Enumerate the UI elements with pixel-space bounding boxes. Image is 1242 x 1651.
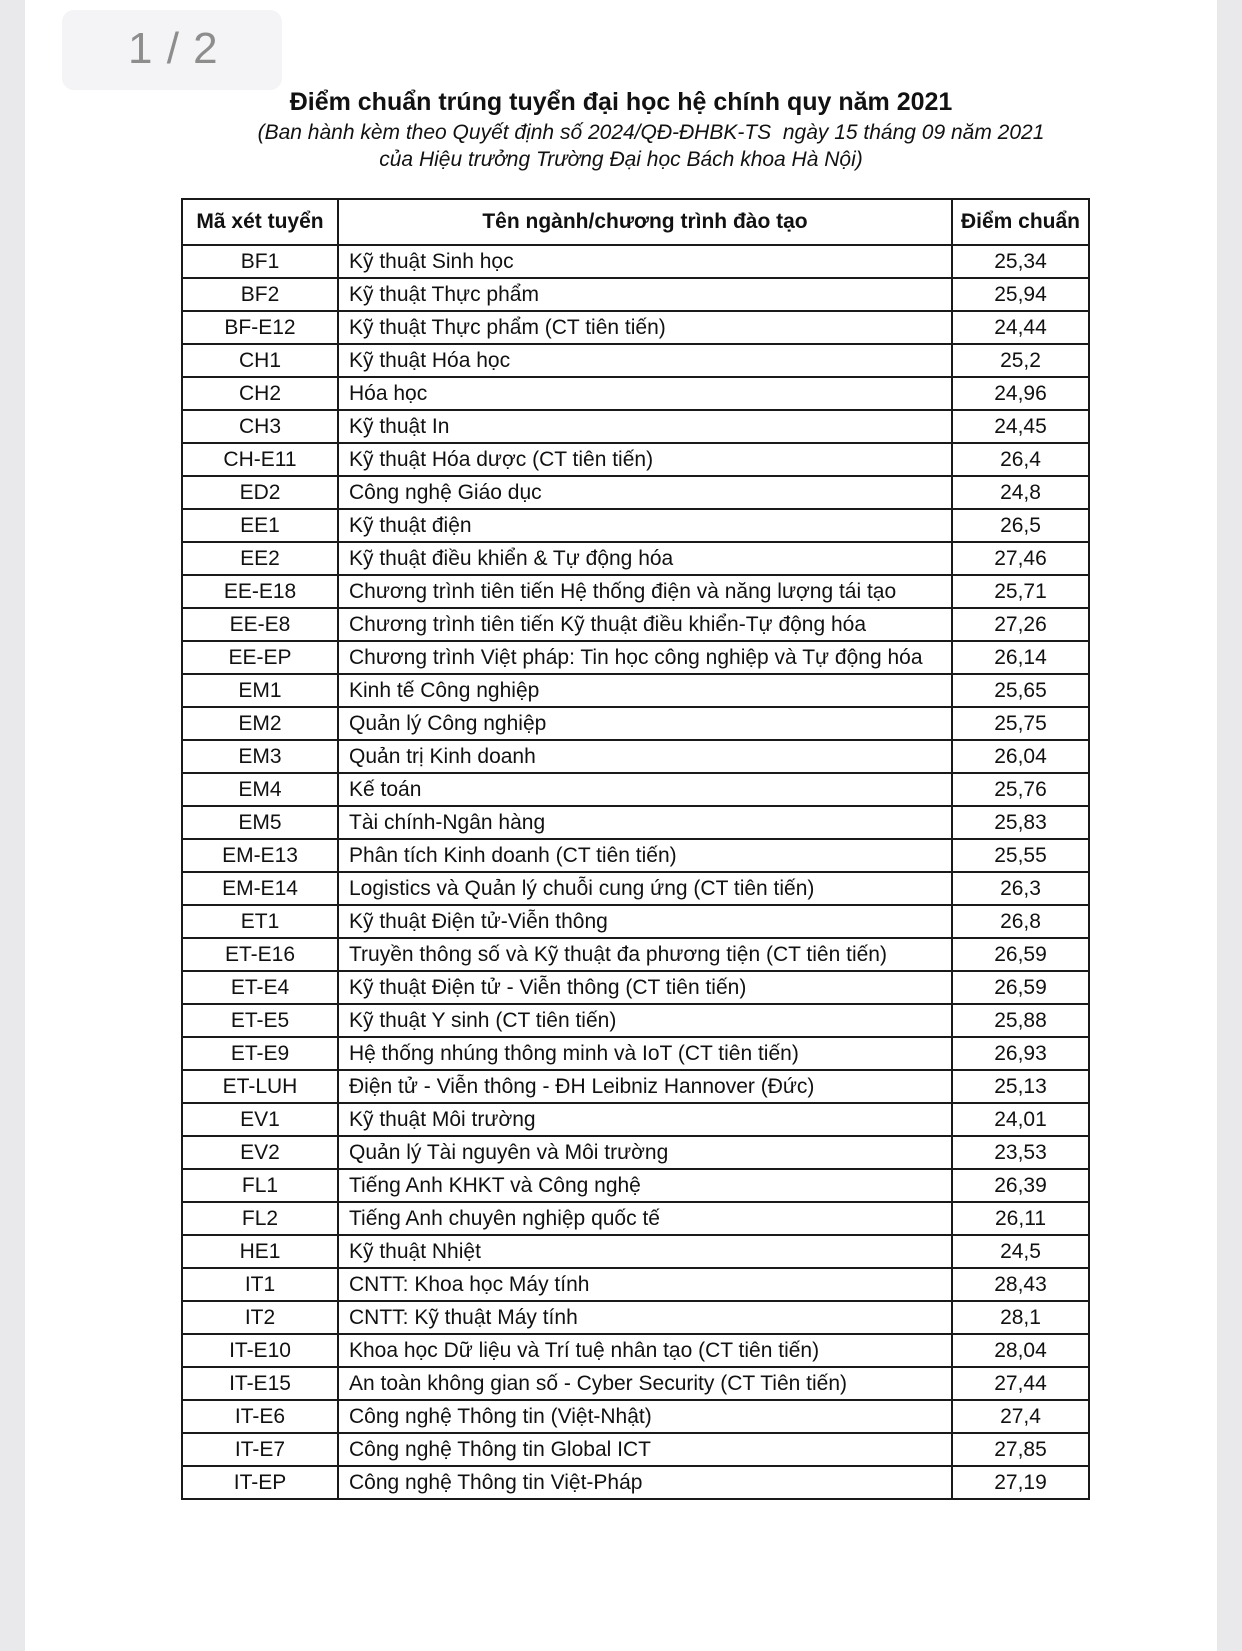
program-code-cell: EE1 — [182, 509, 338, 542]
table-row — [182, 1466, 1089, 1499]
program-code-cell: IT1 — [182, 1268, 338, 1301]
program-code-cell: ET-E9 — [182, 1037, 338, 1070]
table-row — [182, 806, 1089, 839]
cutoff-score-cell: 26,5 — [952, 509, 1089, 542]
table-row — [182, 773, 1089, 806]
table-header-row — [182, 199, 1089, 245]
program-name-cell: Quản trị Kinh doanh — [338, 740, 952, 773]
program-name-cell: Kế toán — [338, 773, 952, 806]
program-code-cell: EM2 — [182, 707, 338, 740]
program-name-cell: Kỹ thuật điều khiển & Tự động hóa — [338, 542, 952, 575]
program-code-cell: EE-EP — [182, 641, 338, 674]
program-code-cell: FL2 — [182, 1202, 338, 1235]
cutoff-score-cell: 24,8 — [952, 476, 1089, 509]
program-code-cell: EM4 — [182, 773, 338, 806]
table-row — [182, 1268, 1089, 1301]
table-row — [182, 344, 1089, 377]
table-row — [182, 1400, 1089, 1433]
program-code-cell: EE-E18 — [182, 575, 338, 608]
program-name-cell: Kỹ thuật Thực phẩm (CT tiên tiến) — [338, 311, 952, 344]
cutoff-score-cell: 25,2 — [952, 344, 1089, 377]
program-code-cell: BF2 — [182, 278, 338, 311]
program-code-cell: ET-E4 — [182, 971, 338, 1004]
program-name-cell: Kỹ thuật Điện tử-Viễn thông — [338, 905, 952, 938]
program-code-cell: EE2 — [182, 542, 338, 575]
cutoff-score-cell: 28,1 — [952, 1301, 1089, 1334]
table-row — [182, 476, 1089, 509]
program-name-cell: Kỹ thuật Thực phẩm — [338, 278, 952, 311]
subtitle-line-2: của Hiệu trưởng Trường Đại học Bách khoa Hà Nội) — [379, 148, 863, 171]
page-indicator-label: 1 / 2 — [128, 24, 219, 73]
program-code-cell: ED2 — [182, 476, 338, 509]
program-code-cell: IT-E6 — [182, 1400, 338, 1433]
table-row — [182, 311, 1089, 344]
table-row — [182, 1070, 1089, 1103]
table-row — [182, 509, 1089, 542]
table-row — [182, 1433, 1089, 1466]
program-code-cell: ET-E5 — [182, 1004, 338, 1037]
cutoff-score-cell: 26,04 — [952, 740, 1089, 773]
table-row — [182, 839, 1089, 872]
program-name-cell: Chương trình Việt pháp: Tin học công nghiệp và Tự động hóa — [338, 641, 952, 674]
table-row — [182, 1004, 1089, 1037]
program-name-cell: Chương trình tiên tiến Kỹ thuật điều khiển-Tự động hóa — [338, 608, 952, 641]
program-code-cell: HE1 — [182, 1235, 338, 1268]
table-row — [182, 674, 1089, 707]
program-name-cell: Truyền thông số và Kỹ thuật đa phương tiện (CT tiên tiến) — [338, 938, 952, 971]
cutoff-score-cell: 24,45 — [952, 410, 1089, 443]
program-name-cell: Kỹ thuật Nhiệt — [338, 1235, 952, 1268]
cutoff-score-cell: 25,13 — [952, 1070, 1089, 1103]
cutoff-score-cell: 26,39 — [952, 1169, 1089, 1202]
program-name-cell: Kỹ thuật Điện tử - Viễn thông (CT tiên tiến) — [338, 971, 952, 1004]
cutoff-score-cell: 27,4 — [952, 1400, 1089, 1433]
cutoff-score-cell: 25,75 — [952, 707, 1089, 740]
program-code-cell: EV1 — [182, 1103, 338, 1136]
cutoff-score-cell: 27,46 — [952, 542, 1089, 575]
table-body — [182, 245, 1089, 1499]
program-code-cell: IT2 — [182, 1301, 338, 1334]
cutoff-score-cell: 23,53 — [952, 1136, 1089, 1169]
program-name-cell: Điện tử - Viễn thông - ĐH Leibniz Hannover (Đức) — [338, 1070, 952, 1103]
table-row — [182, 443, 1089, 476]
cutoff-score-cell: 25,71 — [952, 575, 1089, 608]
program-name-cell: Khoa học Dữ liệu và Trí tuệ nhân tạo (CT tiên tiến) — [338, 1334, 952, 1367]
cutoff-score-cell: 25,55 — [952, 839, 1089, 872]
table-row — [182, 608, 1089, 641]
program-name-cell: Công nghệ Thông tin (Việt-Nhật) — [338, 1400, 952, 1433]
program-code-cell: IT-EP — [182, 1466, 338, 1499]
program-name-cell: Logistics và Quản lý chuỗi cung ứng (CT tiên tiến) — [338, 872, 952, 905]
cutoff-score-cell: 24,01 — [952, 1103, 1089, 1136]
cutoff-score-cell: 25,65 — [952, 674, 1089, 707]
program-code-cell: IT-E7 — [182, 1433, 338, 1466]
program-name-cell: Tiếng Anh KHKT và Công nghệ — [338, 1169, 952, 1202]
table-row — [182, 1334, 1089, 1367]
program-name-cell: Kỹ thuật Hóa dược (CT tiên tiến) — [338, 443, 952, 476]
program-name-cell: Kỹ thuật Hóa học — [338, 344, 952, 377]
program-code-cell: EM1 — [182, 674, 338, 707]
program-code-cell: ET-E16 — [182, 938, 338, 971]
program-code-cell: CH-E11 — [182, 443, 338, 476]
cutoff-score-cell: 26,93 — [952, 1037, 1089, 1070]
table-row — [182, 1169, 1089, 1202]
table-row — [182, 245, 1089, 278]
page-title: Điểm chuẩn trúng tuyển đại học hệ chính quy năm 2021 — [289, 88, 953, 116]
column-header-score: Điểm chuẩn — [952, 199, 1089, 245]
table-row — [182, 905, 1089, 938]
table-row — [182, 1202, 1089, 1235]
program-code-cell: EM-E13 — [182, 839, 338, 872]
program-code-cell: EM3 — [182, 740, 338, 773]
column-header-name: Tên ngành/chương trình đào tạo — [338, 199, 952, 245]
program-name-cell: Phân tích Kinh doanh (CT tiên tiến) — [338, 839, 952, 872]
table-row — [182, 1037, 1089, 1070]
program-code-cell: EM5 — [182, 806, 338, 839]
cutoff-score-cell: 27,85 — [952, 1433, 1089, 1466]
table-row — [182, 1235, 1089, 1268]
program-code-cell: EM-E14 — [182, 872, 338, 905]
cutoff-score-cell: 25,83 — [952, 806, 1089, 839]
cutoff-score-cell: 26,59 — [952, 971, 1089, 1004]
table-row — [182, 1301, 1089, 1334]
cutoff-score-cell: 27,19 — [952, 1466, 1089, 1499]
admission-score-table — [181, 198, 1090, 1500]
cutoff-score-cell: 26,14 — [952, 641, 1089, 674]
cutoff-score-cell: 26,59 — [952, 938, 1089, 971]
table-row — [182, 707, 1089, 740]
cutoff-score-cell: 26,3 — [952, 872, 1089, 905]
program-code-cell: CH2 — [182, 377, 338, 410]
program-name-cell: Hệ thống nhúng thông minh và IoT (CT tiên tiến) — [338, 1037, 952, 1070]
program-name-cell: Kinh tế Công nghiệp — [338, 674, 952, 707]
cutoff-score-cell: 24,96 — [952, 377, 1089, 410]
cutoff-score-cell: 26,4 — [952, 443, 1089, 476]
program-name-cell: CNTT: Khoa học Máy tính — [338, 1268, 952, 1301]
program-code-cell: CH3 — [182, 410, 338, 443]
program-code-cell: BF-E12 — [182, 311, 338, 344]
table-row — [182, 1103, 1089, 1136]
program-code-cell: BF1 — [182, 245, 338, 278]
program-name-cell: Kỹ thuật In — [338, 410, 952, 443]
cutoff-score-cell: 27,44 — [952, 1367, 1089, 1400]
program-name-cell: Tài chính-Ngân hàng — [338, 806, 952, 839]
column-header-code: Mã xét tuyển — [182, 199, 338, 245]
program-name-cell: Kỹ thuật Y sinh (CT tiên tiến) — [338, 1004, 952, 1037]
program-code-cell: FL1 — [182, 1169, 338, 1202]
program-name-cell: Kỹ thuật điện — [338, 509, 952, 542]
table-row — [182, 377, 1089, 410]
cutoff-score-cell: 24,44 — [952, 311, 1089, 344]
table-row — [182, 872, 1089, 905]
program-code-cell: IT-E10 — [182, 1334, 338, 1367]
table-row — [182, 1136, 1089, 1169]
page-indicator — [62, 10, 282, 90]
cutoff-score-cell: 25,34 — [952, 245, 1089, 278]
table-row — [182, 575, 1089, 608]
subtitle-line-1: (Ban hành kèm theo Quyết định số 2024/QĐ-ĐHBK-TS ngày 15 tháng 09 năm 2021 — [257, 121, 1045, 144]
program-name-cell: Công nghệ Thông tin Việt-Pháp — [338, 1466, 952, 1499]
program-code-cell: IT-E15 — [182, 1367, 338, 1400]
table-row — [182, 278, 1089, 311]
program-name-cell: Kỹ thuật Sinh học — [338, 245, 952, 278]
cutoff-score-cell: 28,43 — [952, 1268, 1089, 1301]
table-row — [182, 1367, 1089, 1400]
program-name-cell: CNTT: Kỹ thuật Máy tính — [338, 1301, 952, 1334]
cutoff-score-cell: 26,8 — [952, 905, 1089, 938]
cutoff-score-cell: 28,04 — [952, 1334, 1089, 1367]
cutoff-score-cell: 25,76 — [952, 773, 1089, 806]
program-code-cell: ET1 — [182, 905, 338, 938]
table-row — [182, 410, 1089, 443]
cutoff-score-cell: 25,94 — [952, 278, 1089, 311]
program-name-cell: Quản lý Tài nguyên và Môi trường — [338, 1136, 952, 1169]
program-name-cell: Chương trình tiên tiến Hệ thống điện và năng lượng tái tạo — [338, 575, 952, 608]
table-row — [182, 542, 1089, 575]
cutoff-score-cell: 27,26 — [952, 608, 1089, 641]
program-name-cell: Tiếng Anh chuyên nghiệp quốc tế — [338, 1202, 952, 1235]
table-row — [182, 641, 1089, 674]
cutoff-score-cell: 24,5 — [952, 1235, 1089, 1268]
program-code-cell: EE-E8 — [182, 608, 338, 641]
program-code-cell: ET-LUH — [182, 1070, 338, 1103]
cutoff-score-cell: 26,11 — [952, 1202, 1089, 1235]
program-name-cell: Hóa học — [338, 377, 952, 410]
program-name-cell: Công nghệ Thông tin Global ICT — [338, 1433, 952, 1466]
table-row — [182, 971, 1089, 1004]
program-code-cell: EV2 — [182, 1136, 338, 1169]
table-row — [182, 740, 1089, 773]
program-name-cell: Quản lý Công nghiệp — [338, 707, 952, 740]
program-name-cell: Kỹ thuật Môi trường — [338, 1103, 952, 1136]
program-code-cell: CH1 — [182, 344, 338, 377]
program-name-cell: Công nghệ Giáo dục — [338, 476, 952, 509]
table-row — [182, 938, 1089, 971]
cutoff-score-cell: 25,88 — [952, 1004, 1089, 1037]
program-name-cell: An toàn không gian số - Cyber Security (CT Tiên tiến) — [338, 1367, 952, 1400]
